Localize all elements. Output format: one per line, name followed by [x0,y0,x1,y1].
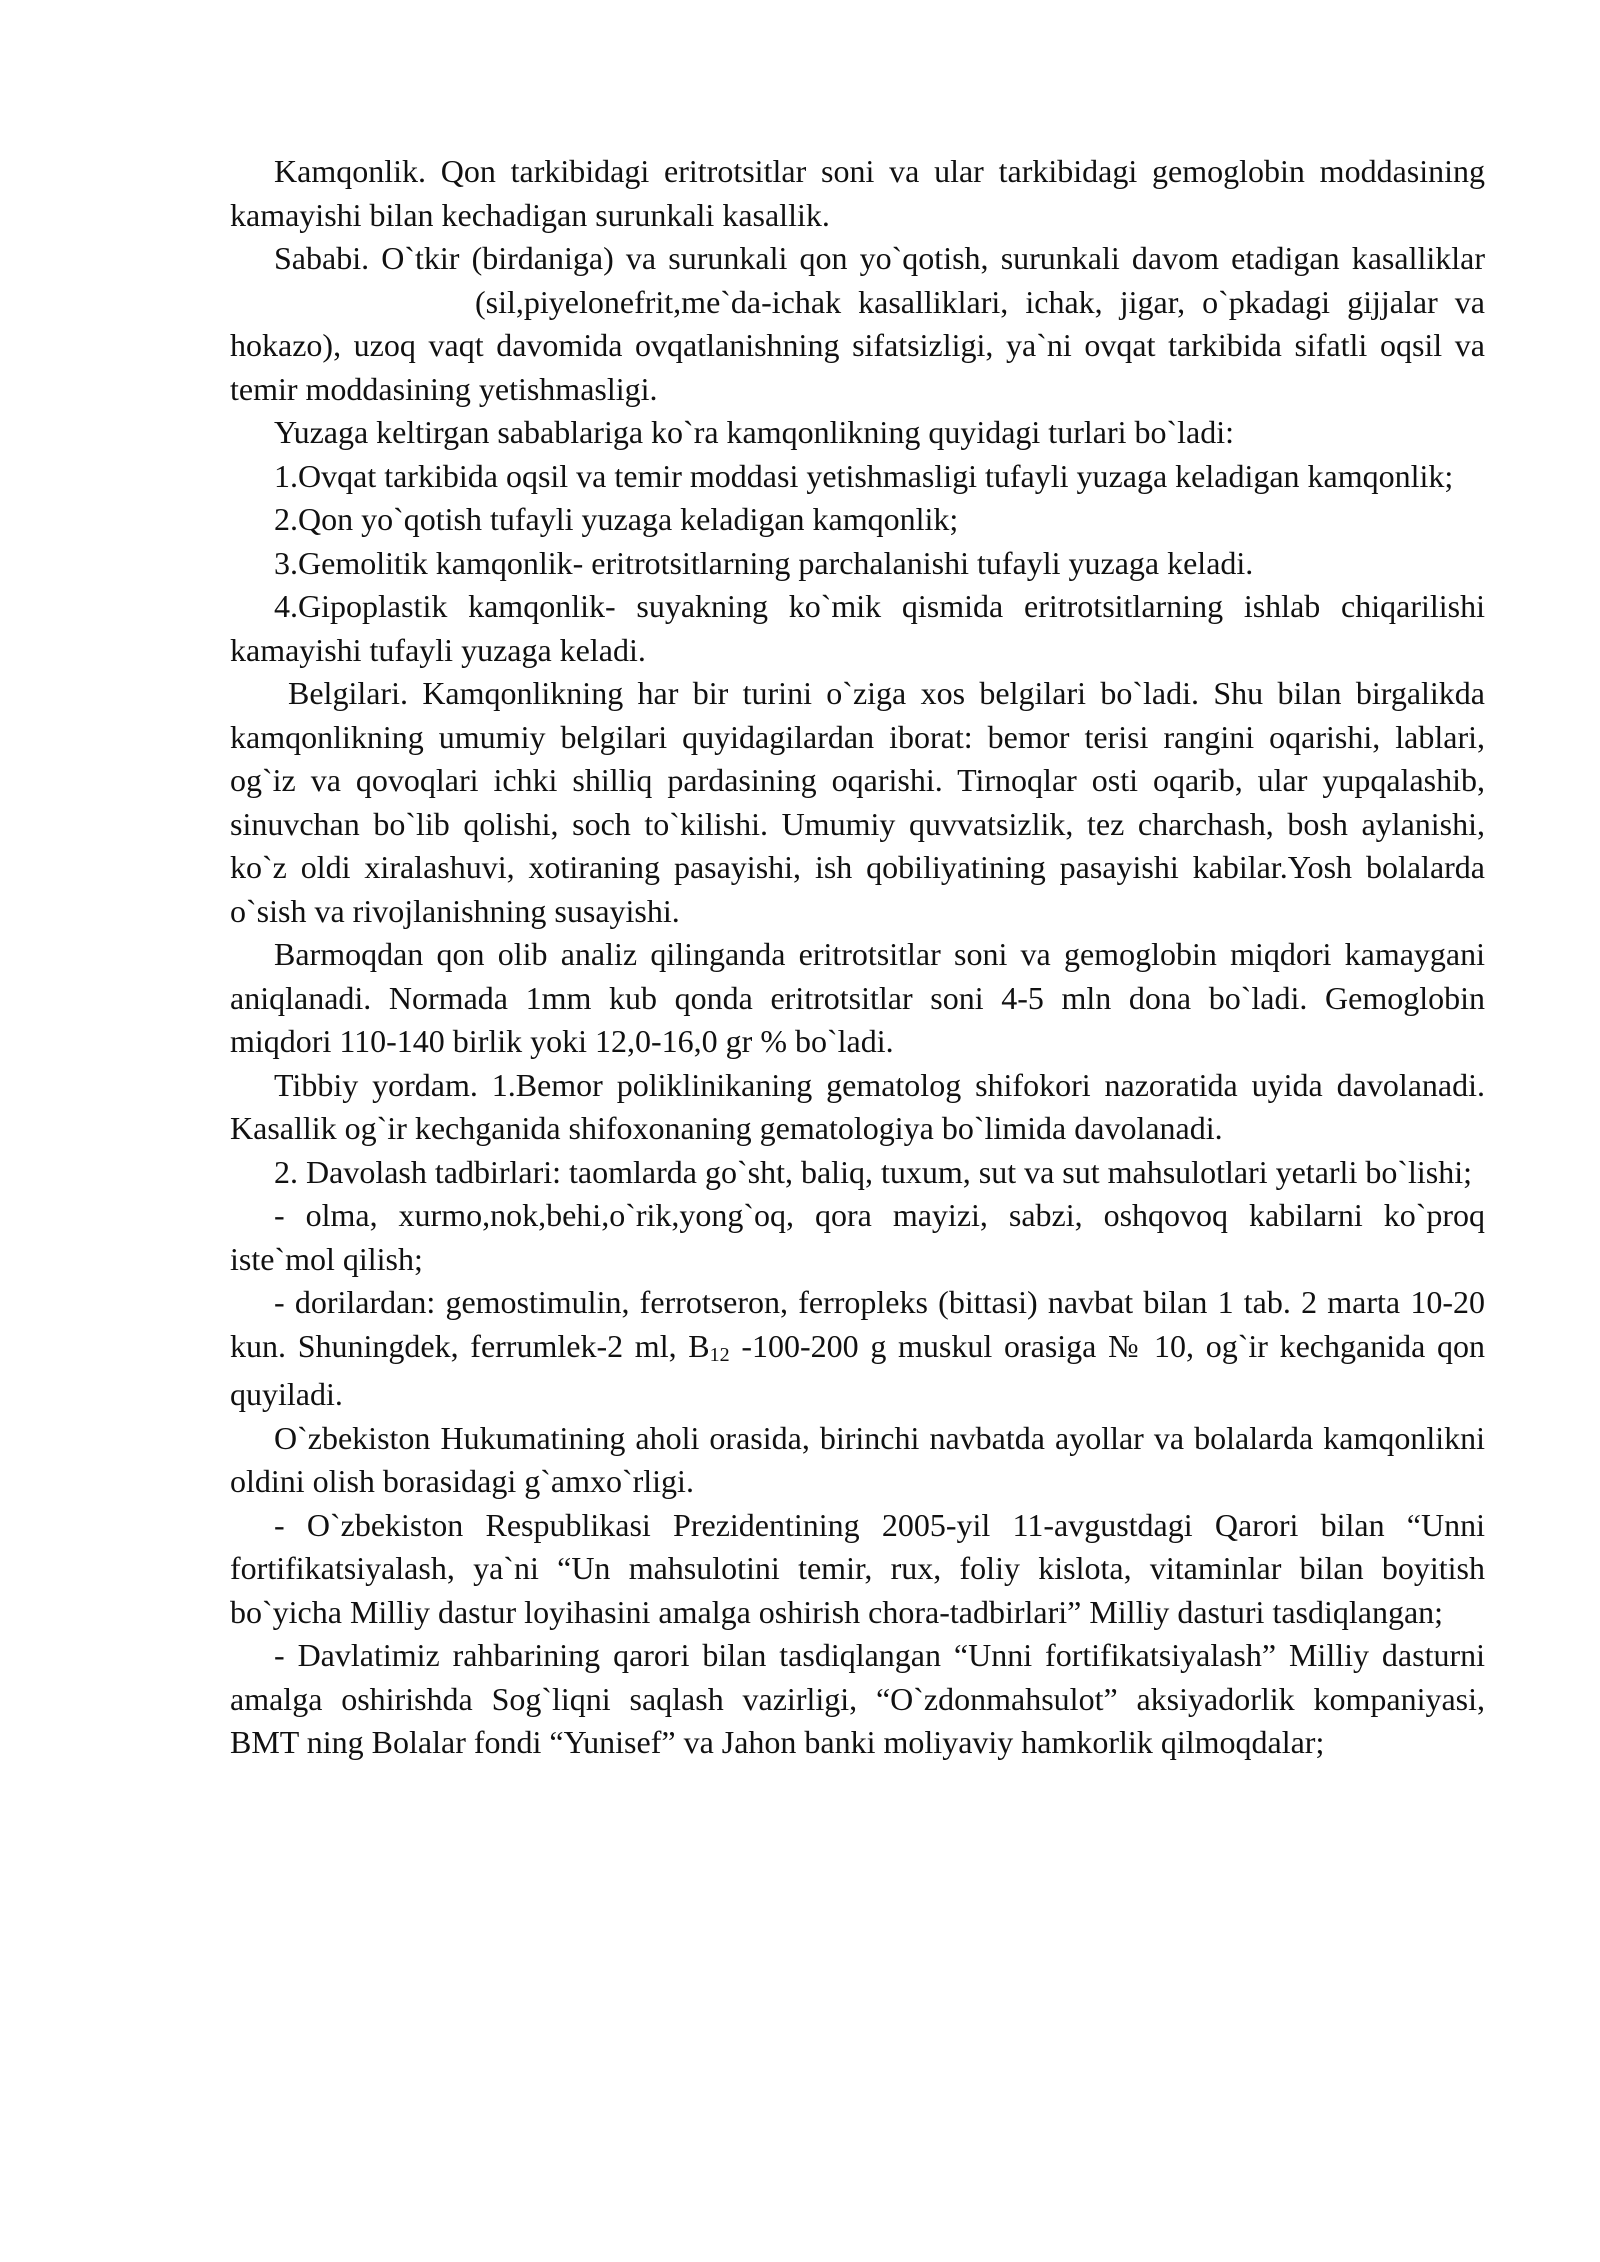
paragraph-dorilar [230,1281,1485,1417]
paragraph-mevalar: - olma, xurmo,nok,behi,o`rik,yong`oq, qora mayizi, sabzi, oshqovoq kabilarni ko`proq iste`mol qilish; [230,1197,1485,1277]
dorilar-text-rest: -100-200 g muskul orasiga № 10, og`ir kechganida qon quyiladi. [230,1327,1486,1412]
paragraph-analiz: Barmoqdan qon olib analiz qilinganda eritrotsitlar soni va gemoglobin miqdori kamaygani aniqlanadi. Normada 1mm kub qonda eritrotsitlar soni 4-5 mln dona bo`ladi. Gemoglobin miqdori 110-140 birlik yoki 12,0-16,0 gr % bo`ladi. [230,936,1485,1059]
paragraph-belgilari: Belgilari. Kamqonlikning har bir turini o`ziga xos belgilari bo`ladi. Shu bilan birgalikda kamqonlikning umumiy belgilari quyidagilardan iborat: bemor terisi rangini oqarishi, lablari, og`iz va qovoqlari ichki shilliq pardasining oqarishi. Tirnoqlar osti oqarib, ular yupqalashib, sinuvchan bo`lib qolishi, soch to`kilishi. Umumiy quvvatsizlik, tez charchash, bosh aylanishi, ko`z oldi xiralashuvi, xotiraning pasayishi, ish qobiliyatining pasayishi kabilar.Yosh bolalarda o`sish va rivojlanishning susayishi. [230,675,1485,929]
b12-subscript: 12 [709,1343,730,1366]
list-item-2: 2.Qon yo`qotish tufayli yuzaga keladigan kamqonlik; [274,501,959,537]
list-item-3: 3.Gemolitik kamqonlik- eritrotsitlarning parchalanishi tufayli yuzaga keladi. [274,544,1254,581]
paragraph-kamqonlik-definition: Kamqonlik. Qon tarkibidagi eritrotsitlar soni va ular tarkibidagi gemoglobin moddasining kamayishi bilan kechadigan surunkali kasallik. [230,153,1485,233]
paragraph-hukumat: O`zbekiston Hukumatining aholi orasida, birinchi navbatda ayollar va bolalarda kamqonlikni oldini olish borasidagi g`amxo`rligi. [230,1419,1485,1499]
paragraph-turlari-intro: Yuzaga keltirgan sabablariga ko`ra kamqonlikning quyidagi turlari bo`ladi: [274,414,1235,450]
paragraph-sababi [230,237,1485,411]
list-item-4: 4.Gipoplastik kamqonlik- suyakning ko`mik qismida eritrotsitlarning ishlab chiqarilishi kamayishi tufayli yuzaga keladi. [230,588,1485,668]
paragraph-davolash: 2. Davolash tadbirlari: taomlarda go`sht, baliq, tuxum, sut va sut mahsulotlari yetarli bo`lishi; [274,1153,1472,1190]
list-item-1: 1.Ovqat tarkibida oqsil va temir moddasi yetishmasligi tufayli yuzaga keladigan kamqonlik; [274,457,1454,494]
sababi-text-start: Sababi. O`tkir (birdaniga) va surunkali qon yo`qotish, surunkali davom etadigan kasalliklar [274,240,1485,276]
dorilar-text-start: - dorilardan: gemostimulin, ferrotseron, ferropleks (bittasi) navbat bilan 1 tab. 2 marta 10-20 kun. Shuningdek, ferrumlek-2 ml, B [230,1284,1485,1364]
sababi-text-rest: (sil,piyelonefrit,me`da-ichak kasalliklari, ichak, jigar, o`pkadagi gijjalar va hokazo), uzoq vaqt davomida ovqatlanishning sifatsizligi, ya`ni ovqat tarkibida sifatli oqsil va temir moddasining yetishmasligi. [230,283,1485,407]
document-body [230,150,1485,1765]
paragraph-prezident-qarori: - O`zbekiston Respublikasi Prezidentining 2005-yil 11-avgustdagi Qarori bilan “Unni fortifikatsiyalash, ya`ni “Un mahsulotini temir, rux, foliy kislota, vitaminlar bilan boyitish bo`yicha Milliy dastur loyihasini amalga oshirish chora-tadbirlari” Milliy dasturi tasdiqlangan; [230,1506,1485,1630]
paragraph-hamkorlik: - Davlatimiz rahbarining qarori bilan tasdiqlangan “Unni fortifikatsiyalash” Milliy dasturni amalga oshirishda Sog`liqni saqlash vazirligi, “O`zdonmahsulot” aksiyadorlik kompaniyasi, BMT ning Bolalar fondi “Yunisef” va Jahon banki moliyaviy hamkorlik qilmoqdalar; [230,1637,1485,1760]
paragraph-tibbiy-yordam: Tibbiy yordam. 1.Bemor poliklinikaning gematolog shifokori nazoratida uyida davolanadi. Kasallik og`ir kechganida shifoxonaning gematologiya bo`limida davolanadi. [230,1066,1485,1146]
